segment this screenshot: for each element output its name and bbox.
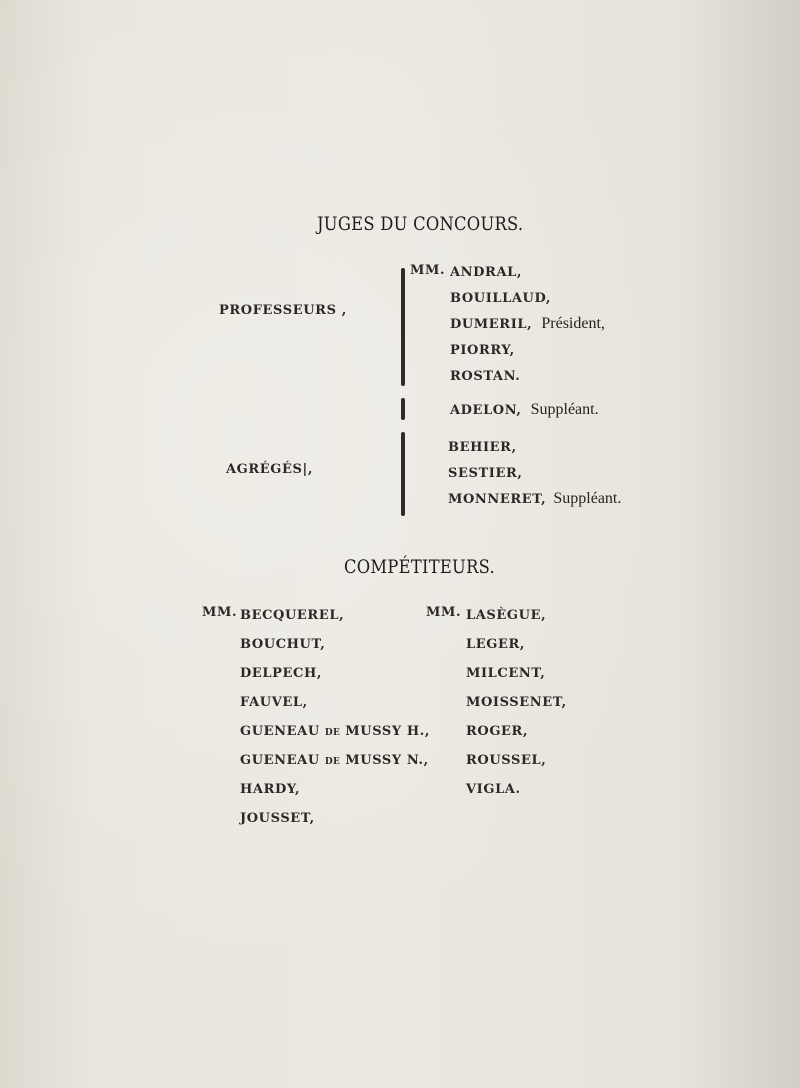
competiteur-item: ROGER, [466,724,529,739]
competiteur-item: FAUVEL, [240,695,308,710]
professeur-name: PIORRY, [450,343,515,358]
professeurs-label: PROFESSEURS , [219,303,347,318]
professeur-row [450,399,605,425]
competiteur-item: GUENEAU DE MUSSY N., [240,753,429,768]
professeur-row [450,261,605,287]
professeur-role: Président, [541,315,605,332]
competiteur-item: LASÈGUE, [466,608,547,623]
agreges-brace [401,432,405,516]
competiteurs-left-column [240,604,430,836]
juges-title: JUGES DU CONCOURS. [317,213,524,235]
agrege-row [448,488,621,514]
professeur-name: ANDRAL, [450,265,522,280]
agreges-label: AGRÉGÉS|, [226,462,313,477]
competiteur-item: HARDY, [240,782,301,797]
professeur-row [450,339,605,365]
competiteur-item: BOUCHUT, [240,637,326,652]
agrege-name: SESTIER, [448,466,523,481]
agrege-row [448,436,621,462]
suppleant-brace [401,398,405,420]
agreges-list [448,436,621,514]
agrege-name: BEHIER, [448,440,517,455]
professeurs-list [450,261,605,425]
professeur-name: ROSTAN. [450,369,521,384]
competiteur-item: DELPECH, [240,666,322,681]
professeur-role: Suppléant. [530,401,599,418]
mm-prefix-left: MM. [202,605,238,620]
competiteur-item: GUENEAU DE MUSSY H., [240,724,431,739]
agrege-role: Suppléant. [553,490,622,507]
professeur-row [450,313,605,339]
competiteur-item: JOUSSET, [240,811,315,826]
competiteurs-title: COMPÉTITEURS. [344,556,495,578]
agrege-row [448,462,621,488]
professeur-name: DUMERIL, [450,317,533,332]
professeur-name: BOUILLAUD, [450,291,552,306]
professeurs-brace [401,268,405,386]
professeur-name: ADELON, [450,403,522,418]
competiteurs-right-column [466,604,567,807]
competiteur-item: MOISSENET, [466,695,567,710]
agrege-name: MONNERET, [448,492,547,507]
mm-prefix-juges: MM. [410,263,446,278]
competiteur-item: BECQUEREL, [240,608,345,623]
competiteur-item: MILCENT, [466,666,546,681]
competiteur-item: ROUSSEL, [466,753,547,768]
competiteur-item: LEGER, [466,637,525,652]
professeur-row [450,365,605,399]
professeur-row [450,287,605,313]
competiteur-item: VIGLA. [466,782,521,797]
mm-prefix-right: MM. [426,605,462,620]
